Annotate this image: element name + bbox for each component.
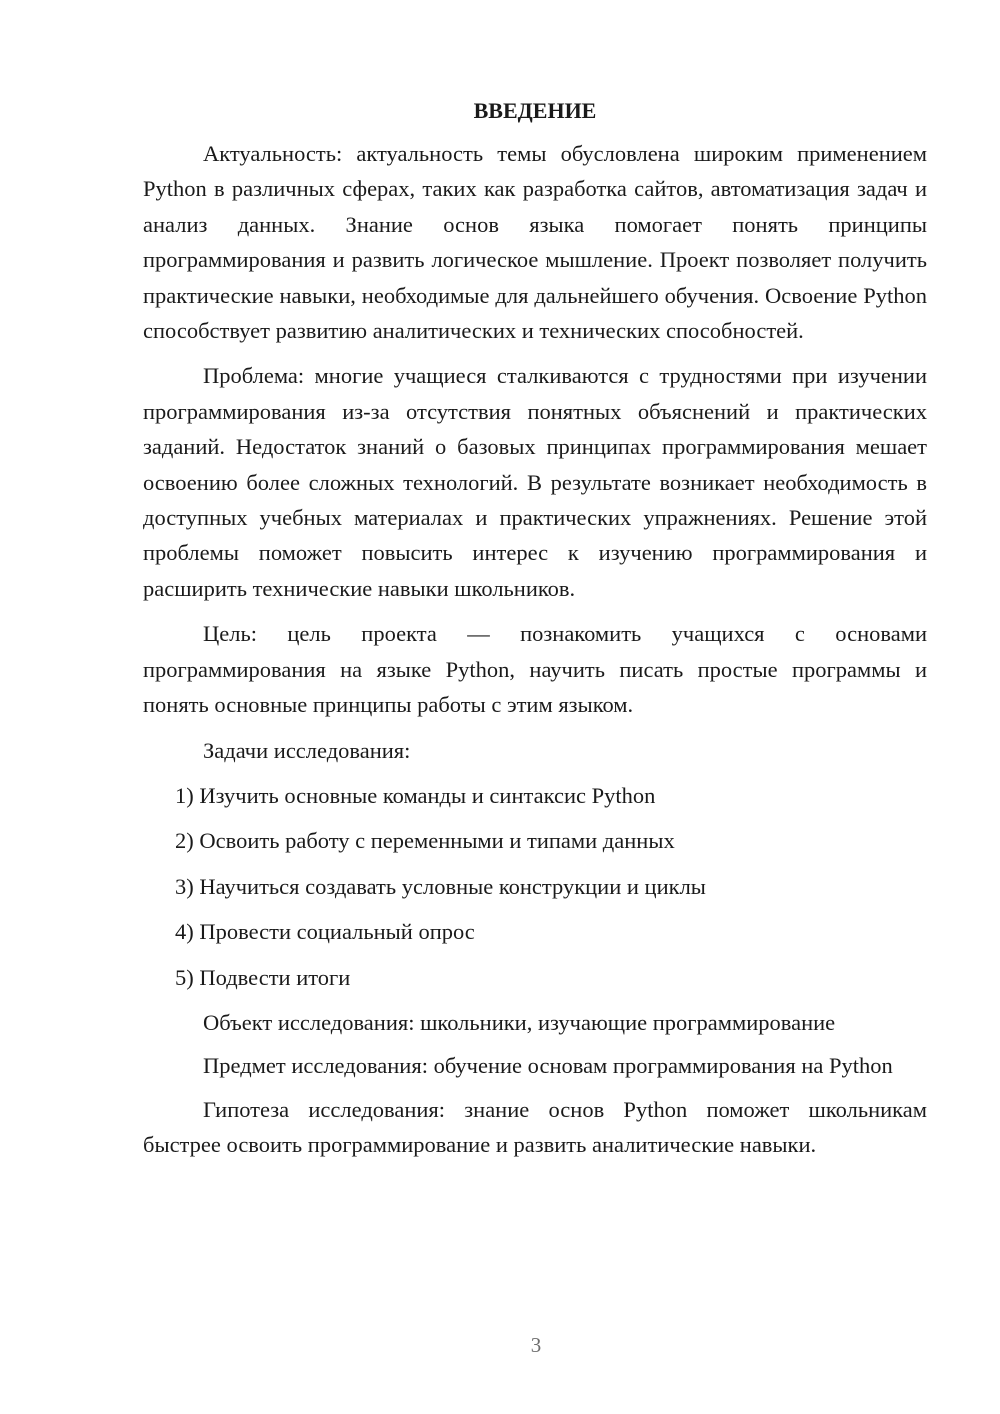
object-paragraph: Объект исследования: школьники, изучающие программирование [203, 1009, 836, 1035]
hypothesis-paragraph: Гипотеза исследования: знание основ Python поможет школьникам быстрее освоить программирование и развить аналитические навыки. [143, 1096, 927, 1158]
goal-paragraph: Цель: цель проекта — познакомить учащихся с основами программирования на языке Python, научить писать простые программы и понять основные принципы работы с этим языком. [143, 621, 927, 718]
tasks-heading: Задачи исследования: [203, 737, 411, 763]
page-content [143, 96, 927, 1173]
task-item: 5) Подвести итоги [175, 964, 351, 990]
task-item: 4) Провести социальный опрос [175, 919, 475, 945]
task-item: 2) Освоить работу с переменными и типами данных [175, 828, 675, 854]
task-item: 3) Научиться создавать условные конструкции и циклы [175, 873, 706, 899]
problem-paragraph: Проблема: многие учащиеся сталкиваются с трудностями при изучении программирования из-за отсутствия понятных объяснений и практических заданий. Недостаток знаний о базовых принципах программирования мешает освоению более сложных технологий. В результате возникает необходимость в доступных учебных материалах и практических упражнениях. Решение этой проблемы поможет повысить интерес к изучению программирования и расширить технические навыки школьников. [143, 363, 927, 601]
subject-paragraph: Предмет исследования: обучение основам программирования на Python [203, 1053, 893, 1079]
section-heading: ВВЕДЕНИЕ [473, 98, 597, 123]
tasks-list [143, 778, 927, 995]
relevance-paragraph: Актуальность: актуальность темы обусловлена широким применением Python в различных сферах, таких как разработка сайтов, автоматизация задач и анализ данных. Знание основ языка помогает понять принципы программирования и развить логическое мышление. Проект позволяет получить практические навыки, необходимые для дальнейшего обучения. Освоение Python способствует развитию аналитических и технических способностей. [143, 141, 927, 344]
task-item: 1) Изучить основные команды и синтаксис Python [175, 782, 656, 808]
page-number: 3 [530, 1333, 542, 1357]
